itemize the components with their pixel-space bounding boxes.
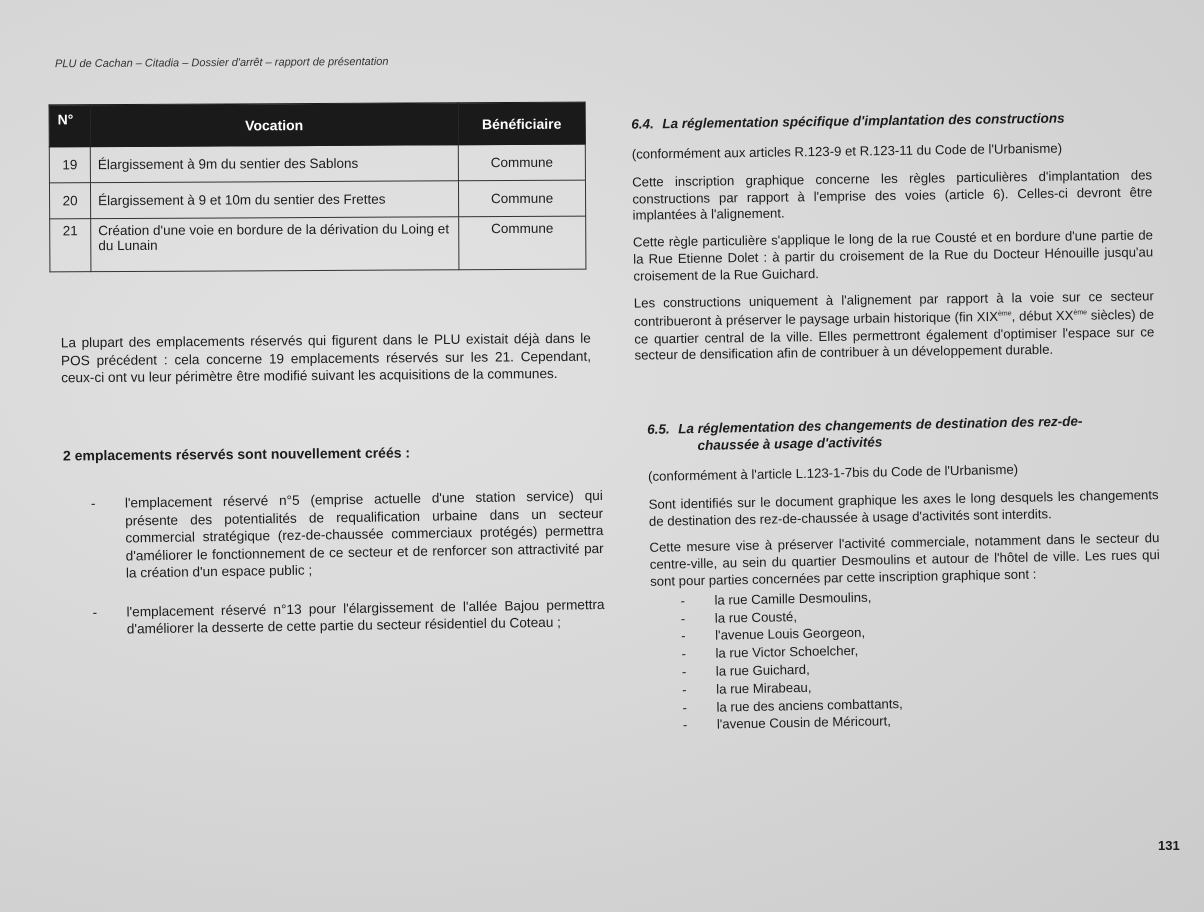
cell-beneficiaire: Commune (458, 180, 585, 217)
section-6-4-reference: (conformément aux articles R.123-9 et R.123-11 du Code de l'Urbanisme) (631, 140, 1063, 162)
text-run: siècles) de ce quartier central de la ville. Elles permettront également d'optimiser l'espace sur ce secteur de densification afin de contribuer à un développement durable. (634, 307, 1155, 363)
superscript: ème (1073, 309, 1088, 317)
col-header-beneficiaire: Bénéficiaire (458, 102, 585, 145)
list-item (92, 595, 604, 638)
superscript: ème (997, 310, 1012, 318)
section-6-4-paragraph-2: Cette règle particulière s'applique le long de la rue Cousté et en bordure d'une partie de la Rue Etienne Dolet : à partir du croisement de la Rue du Docteur Hénouille jusqu'au croisement de la Rue Guichard. (632, 227, 1154, 284)
table-row (49, 144, 585, 183)
section-title-text: La réglementation des changements de destination des rez-de- (678, 413, 1083, 437)
text-run: Les constructions uniquement à l'alignement par rapport à la voie sur ce secteur contribueront à préserver le paysage urbain historique (fin XIX (633, 287, 1154, 330)
cell-vocation: Création d'une voie en bordure de la dérivation du Loing et du Lunain (91, 217, 459, 272)
cell-num: 20 (49, 183, 90, 219)
street-name: la rue Victor Schoelcher, (715, 643, 859, 661)
new-locations-heading: 2 emplacements réservés sont nouvellement créés : (62, 444, 411, 464)
table-header-row (49, 102, 585, 147)
section-number: 6.5. (647, 421, 670, 437)
cell-vocation: Élargissement à 9 et 10m du sentier des Frettes (90, 181, 458, 219)
section-6-4 (631, 108, 1155, 374)
section-number: 6.4. (631, 116, 654, 132)
street-name: la rue Camille Desmoulins, (714, 589, 872, 608)
section-6-4-paragraph-1: Cette inscription graphique concerne les règles particulières d'implantation des constructions par rapport à l'emprise des voies (article 6). Celles-ci devront être implantées à l'alignement. (632, 167, 1153, 224)
section-6-5-title (647, 411, 1158, 455)
dash-bullet: - (90, 495, 96, 512)
dash-bullet: - (680, 610, 686, 626)
dash-bullet: - (681, 664, 687, 680)
list-item-text: l'emplacement réservé n°13 pour l'élargissement de l'allée Bajou permettra d'améliorer la desserte de cette partie du secteur résidentiel du Coteau ; (126, 596, 605, 637)
section-6-4-paragraph-3 (634, 288, 1155, 365)
street-name: la rue des anciens combattants, (716, 695, 903, 715)
table-row (50, 216, 586, 272)
dash-bullet: - (92, 604, 98, 620)
streets-list (650, 583, 1163, 735)
cell-num: 21 (50, 219, 91, 272)
cell-num: 19 (49, 147, 90, 183)
text-run: , début XX (1011, 308, 1074, 325)
intro-paragraph: La plupart des emplacements réservés qui figurent dans le PLU existait déjà dans le POS précédent : cela concerne 19 emplacements réservés sur les 21. Cependant, ceux-ci ont vu leur périmètre être modifié suivant les acquisitions de la communes. (60, 330, 592, 386)
section-6-5-paragraph-1: Sont identifiés sur le document graphique les axes le long desquels les changements de destination des rez-de-chaussée à usage d'activités sont interdits. (648, 486, 1159, 529)
section-6-4-title (631, 108, 1151, 132)
dash-bullet: - (682, 681, 687, 698)
dash-bullet: - (681, 628, 686, 644)
street-name: la rue Guichard, (715, 661, 810, 679)
list-item-text: l'emplacement réservé n°5 (emprise actuelle d'une station service) qui présente des potentialités de requalification urbaine dans un secteur commercial stratégique (rez-de-chaussée commerciaux protégés) permettra d'améliorer le fonctionnement de ce secteur et de renforcer son attractivité par la création d'un espace public ; (124, 487, 604, 581)
col-header-vocation: Vocation (90, 103, 458, 147)
section-title-continued: chaussée à usage d'activités (697, 434, 883, 453)
section-6-5-paragraph-2: Cette mesure vise à préserver l'activité commerciale, notamment dans le secteur du centre-ville, au sein du quartier Desmoulins et autour de l'hôtel de ville. Les rues qui sont pour parties concernées par cette inscription graphique sont : (649, 530, 1160, 589)
section-6-5-reference: (conformément à l'article L.123-1-7bis du Code de l'Urbanisme) (647, 461, 1019, 484)
section-title-text: La réglementation spécifique d'implantation des constructions (662, 110, 1065, 132)
street-name: l'avenue Cousin de Méricourt, (716, 713, 892, 732)
reserved-locations-table (49, 102, 587, 273)
section-6-5 (647, 411, 1163, 735)
street-name: la rue Mirabeau, (716, 679, 812, 697)
dash-bullet: - (681, 646, 687, 662)
page-number: 131 (1158, 838, 1180, 853)
cell-beneficiaire: Commune (458, 144, 585, 181)
cell-vocation: Élargissement à 9m du sentier des Sablons (90, 145, 458, 183)
cell-beneficiaire: Commune (459, 216, 586, 270)
col-header-num: N° (49, 105, 90, 147)
page-header: PLU de Cachan – Citadia – Dossier d'arrêt – rapport de présentation (54, 55, 389, 71)
dash-bullet: - (682, 717, 688, 733)
list-item (91, 487, 604, 583)
table-row (49, 180, 585, 219)
dash-bullet: - (682, 699, 688, 715)
new-locations-list (91, 487, 606, 660)
street-name: la rue Cousté, (714, 608, 798, 626)
dash-bullet: - (680, 593, 686, 609)
street-name: l'avenue Louis Georgeon, (715, 625, 866, 644)
